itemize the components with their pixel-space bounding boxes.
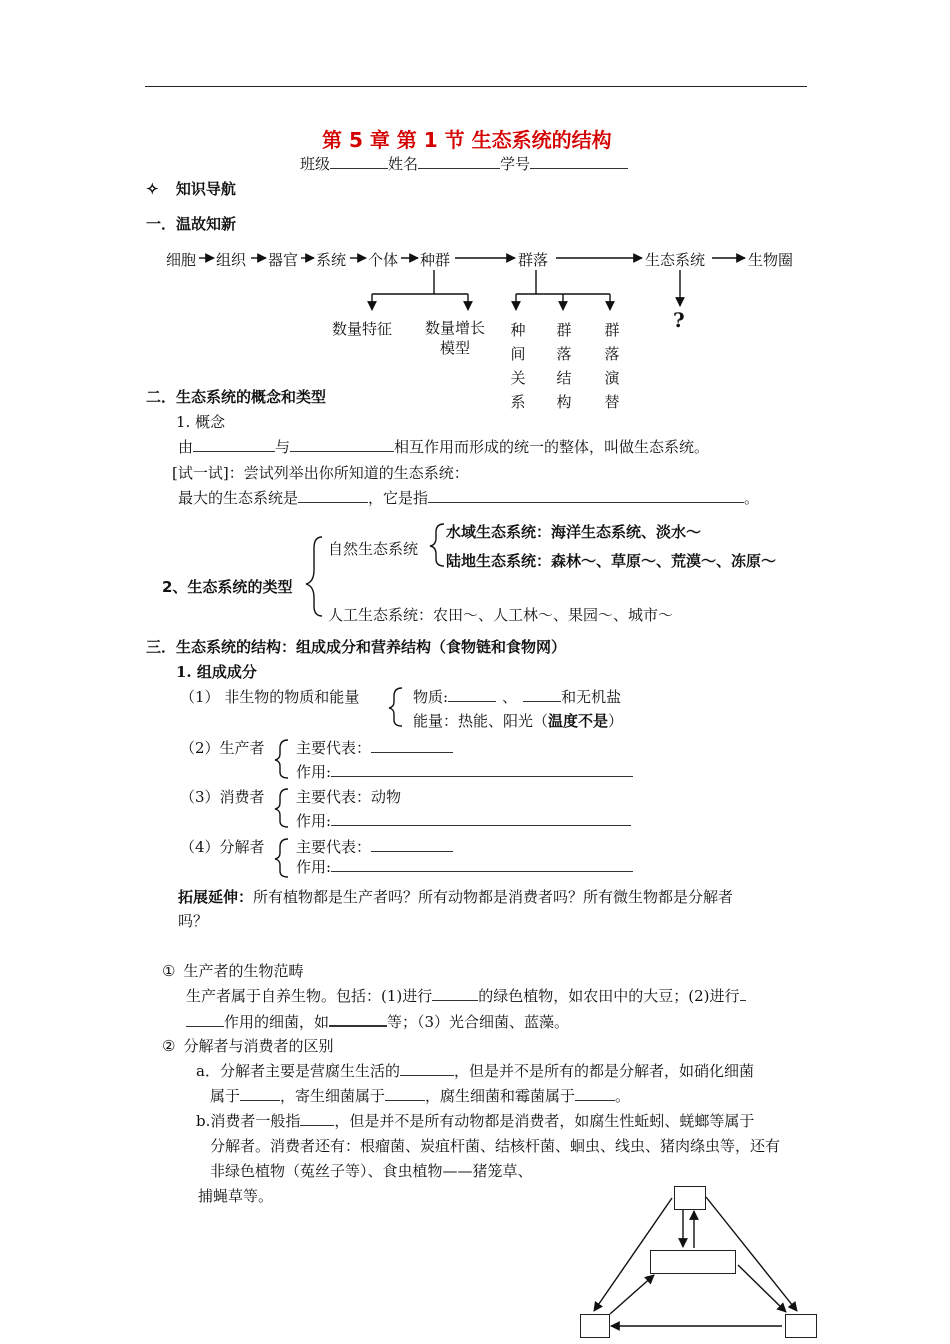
largest-part1: 最大的生态系统是 xyxy=(178,489,299,507)
id-label: 学号 xyxy=(500,155,531,173)
components-subheading: 1. 组成成分 xyxy=(176,663,257,681)
extend-text: 所有植物都是生产者吗？所有动物都是消费者吗？所有微生物都是分解者 xyxy=(253,888,734,906)
brace-consumer xyxy=(275,789,288,827)
aquatic-ecosystem: 水域生态系统：海洋生态系统、淡水～ xyxy=(446,523,702,541)
section3-heading: 三．生态系统的结构：组成成分和营养结构（食物链和食物网） xyxy=(146,638,567,656)
flow-system: 系统 xyxy=(316,251,347,269)
producer-role-label: 作用: xyxy=(296,763,332,781)
concept-part3: 相互作用而形成的统一的整体，叫做生态系统。 xyxy=(394,438,710,456)
page-title: 第 5 章 第 1 节 生态系统的结构 xyxy=(322,128,612,152)
energy-end: ） xyxy=(608,712,624,730)
flow-population: 种群 xyxy=(420,251,451,269)
difference-heading-text: 分解者与消费者的区别 xyxy=(183,1037,334,1055)
matter-tail: 和无机盐 xyxy=(561,688,622,706)
diagram-arrow xyxy=(706,1197,797,1311)
flow-tissue: 组织 xyxy=(216,251,247,269)
largest-part2: ，它是指 xyxy=(368,489,429,507)
producer-line1-b: 的绿色植物，如农田中的大豆；(2)进行 xyxy=(478,987,740,1005)
diff-a1: a．分解者主要是营腐生生活的 xyxy=(196,1062,400,1080)
flow-biosphere: 生物圈 xyxy=(748,251,794,269)
difference-b-line-4: 捕蝇草等。 xyxy=(198,1187,274,1205)
class-label: 班级 xyxy=(300,155,331,173)
abiotic-label: （1） 非生物的物质和能量 xyxy=(180,688,360,706)
diff-a3: 属于 xyxy=(210,1087,241,1105)
producer-heading: 生产者的生物范畴 xyxy=(183,962,304,980)
decomposer-label: （4）分解者 xyxy=(180,838,265,856)
producer-line2-a: 作用的细菌，如 xyxy=(224,1013,330,1031)
section1-heading: 一．温故知新 xyxy=(146,215,237,233)
diagram-arrow xyxy=(610,1275,654,1314)
diamond-bullet-icon: ✧ xyxy=(146,180,159,198)
diff-a6: 。 xyxy=(615,1087,631,1105)
diff-a4: ，寄生细菌属于 xyxy=(280,1087,386,1105)
producer-line1-a: 生产者属于自养生物。包括：(1)进行 xyxy=(186,987,433,1005)
flow-cell: 细胞 xyxy=(166,251,197,269)
producer-label: （2）生产者 xyxy=(180,739,265,757)
diff-a5: ，腐生细菌和霉菌属于 xyxy=(425,1087,576,1105)
flow-organ: 器官 xyxy=(268,251,299,269)
consumer-label: （3）消费者 xyxy=(180,788,265,806)
decomposer-rep-label: 主要代表： xyxy=(296,838,372,856)
brace-decomposer xyxy=(275,839,288,877)
producer-line2-b: 等；（3）光合细菌、蓝藻。 xyxy=(387,1013,570,1031)
energy-text: 能量：热能、阳光（ xyxy=(413,712,549,730)
nav-label: 知识导航 xyxy=(175,180,236,198)
try-it-label: [试一试]：尝试列举出你所知道的生态系统： xyxy=(172,464,469,482)
brace-abiotic xyxy=(389,688,402,726)
branch-community-structure: 群落结构 xyxy=(556,321,572,411)
flow-individual: 个体 xyxy=(368,251,399,269)
concept-label: 1. 概念 xyxy=(176,413,226,431)
difference-b-line-2: 分解者。消费者还有：根瘤菌、炭疽杆菌、结核杆菌、蛔虫、线虫、猪肉绦虫等，还有 xyxy=(210,1137,781,1155)
extend-line-2: 吗？ xyxy=(178,912,209,930)
largest-end: 。 xyxy=(744,489,760,507)
artificial-ecosystem: 人工生态系统：农田～、人工林～、果园～、城市～ xyxy=(328,606,674,624)
flow-community: 群落 xyxy=(518,251,549,269)
ecosystem-types-label: 2、生态系统的类型 xyxy=(162,578,293,596)
ecosystem-question-mark: ? xyxy=(673,308,685,332)
circled-1: ① xyxy=(162,962,176,980)
brace-natural xyxy=(430,524,444,566)
natural-ecosystem: 自然生态系统 xyxy=(328,540,419,558)
extend-bold: 拓展延伸： xyxy=(178,888,254,906)
concept-part1: 由 xyxy=(178,438,194,456)
difference-b-line-3: 非绿色植物（菟丝子等）、食虫植物——猪笼草、 xyxy=(210,1162,533,1180)
flow-ecosystem: 生态系统 xyxy=(645,251,706,269)
matter-sep: 、 xyxy=(502,688,518,706)
diff-b1: b.消费者一般指 xyxy=(196,1112,301,1130)
branch-interspecific: 种间关系 xyxy=(510,321,526,411)
branch-succession: 群落演替 xyxy=(604,321,620,411)
brace-producer xyxy=(275,740,288,778)
brace-big xyxy=(306,537,322,616)
producer-rep-label: 主要代表： xyxy=(296,739,372,757)
consumer-rep: 主要代表：动物 xyxy=(296,788,402,806)
terrestrial-ecosystem: 陆地生态系统：森林～、草原～、荒漠～、冻原～ xyxy=(446,552,777,570)
section2-heading: 二．生态系统的概念和类型 xyxy=(146,388,327,406)
concept-part2: 与 xyxy=(275,438,291,456)
energy-bold: 温度不是 xyxy=(548,712,609,730)
diff-a2: ，但是并不是所有的都是分解者，如硝化细菌 xyxy=(453,1062,754,1080)
branch-quantity-traits: 数量特征 xyxy=(332,320,393,338)
consumer-role-label: 作用: xyxy=(296,812,332,830)
matter-label: 物质: xyxy=(413,688,449,706)
branch-growth-model: 数量增长模型 xyxy=(424,319,485,357)
name-label: 姓名 xyxy=(388,155,419,173)
diff-b2: ，但是并不是所有动物都是消费者，如腐生性蚯蚓、蜣螂等属于 xyxy=(334,1112,755,1130)
circled-2: ② xyxy=(162,1037,176,1055)
decomposer-role-label: 作用: xyxy=(296,858,332,876)
